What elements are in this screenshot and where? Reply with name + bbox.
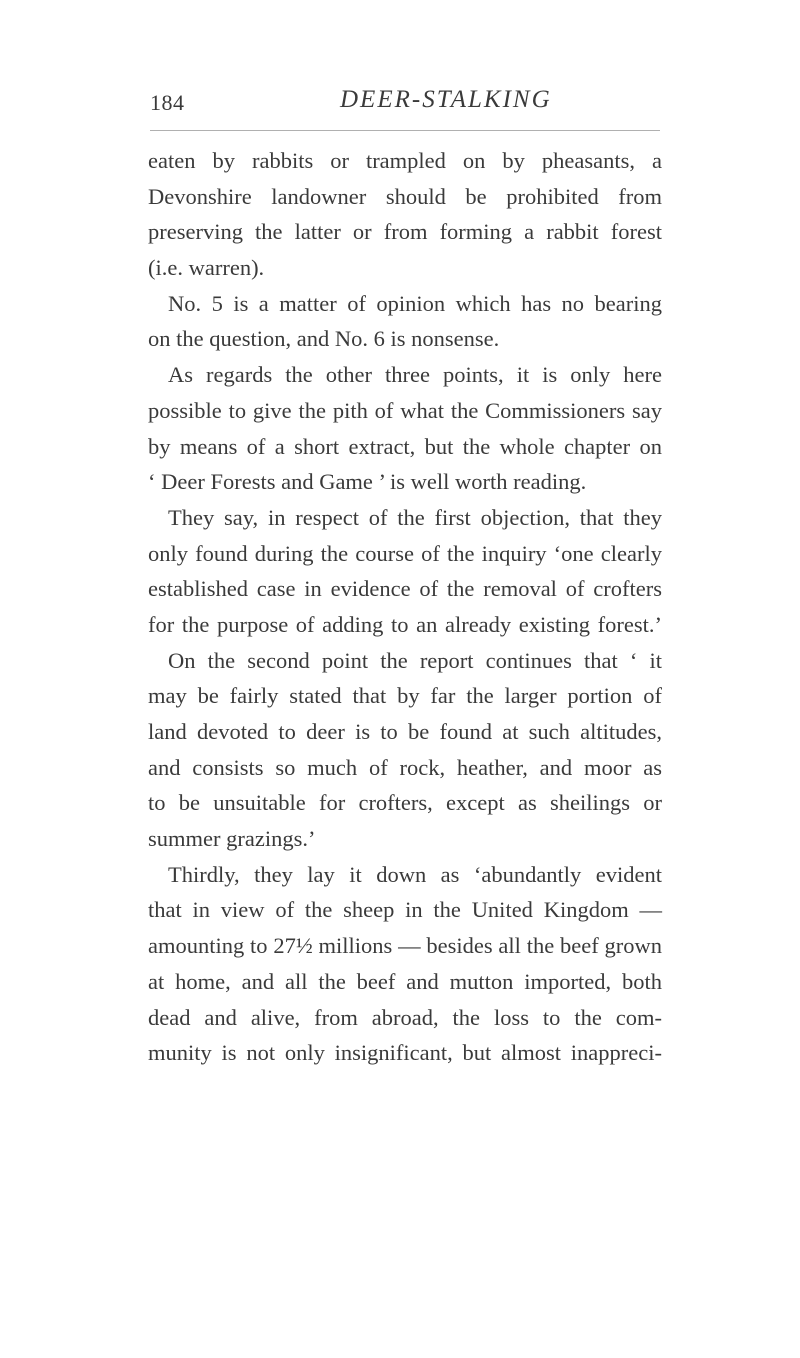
text-line: preserving the latter or from forming a rabbit forest [148,219,662,245]
text-line: by means of a short extract, but the whole chapter on [148,433,662,459]
text-line: on the question, and No. 6 is nonsense. [148,326,500,352]
text-line: only found during the course of the inquiry ‘one clearly [148,540,662,566]
text-line: (i.e. warren). [148,255,265,281]
text-line: ‘ Deer Forests and Game ’ is well worth reading. [148,469,587,495]
text-line: No. 5 is a matter of opinion which has no bearing [168,290,662,316]
text-line: possible to give the pith of what the Commissioners say [148,397,662,423]
text-line: On the second point the report continues that ‘ it [168,647,662,673]
header-rule [150,130,660,131]
text-line: for the purpose of adding to an already existing forest.’ [148,611,662,637]
text-line: dead and alive, from abroad, the loss to the com- [148,1004,662,1030]
text-line: that in view of the sheep in the United Kingdom — [148,897,662,923]
page-number: 184 [150,90,185,115]
text-line: They say, in respect of the first objection, that they [168,504,662,530]
running-head [150,86,660,126]
text-line: at home, and all the beef and mutton imported, both [148,968,662,994]
text-line: to be unsuitable for crofters, except as sheilings or [148,790,662,816]
text-line: land devoted to deer is to be found at such altitudes, [148,719,662,744]
text-line: and consists so much of rock, heather, and moor as [148,754,662,780]
text-line: Thirdly, they lay it down as ‘abundantly evident [168,861,662,887]
text-line: established case in evidence of the removal of crofters [148,576,662,602]
text-line: munity is not only insignificant, but almost inappreci- [148,1040,662,1066]
text-line: eaten by rabbits or trampled on by pheasants, a [148,148,662,173]
text-line: Devonshire landowner should be prohibited from [148,183,662,209]
body-text [148,143,662,1071]
text-line: summer grazings.’ [148,826,316,852]
text-line: amounting to 27½ millions — besides all the beef grown [148,933,662,959]
text-line: As regards the other three points, it is only here [168,362,662,388]
running-title: DEER-STALKING [340,86,552,113]
text-line: may be fairly stated that by far the larger portion of [148,683,662,709]
